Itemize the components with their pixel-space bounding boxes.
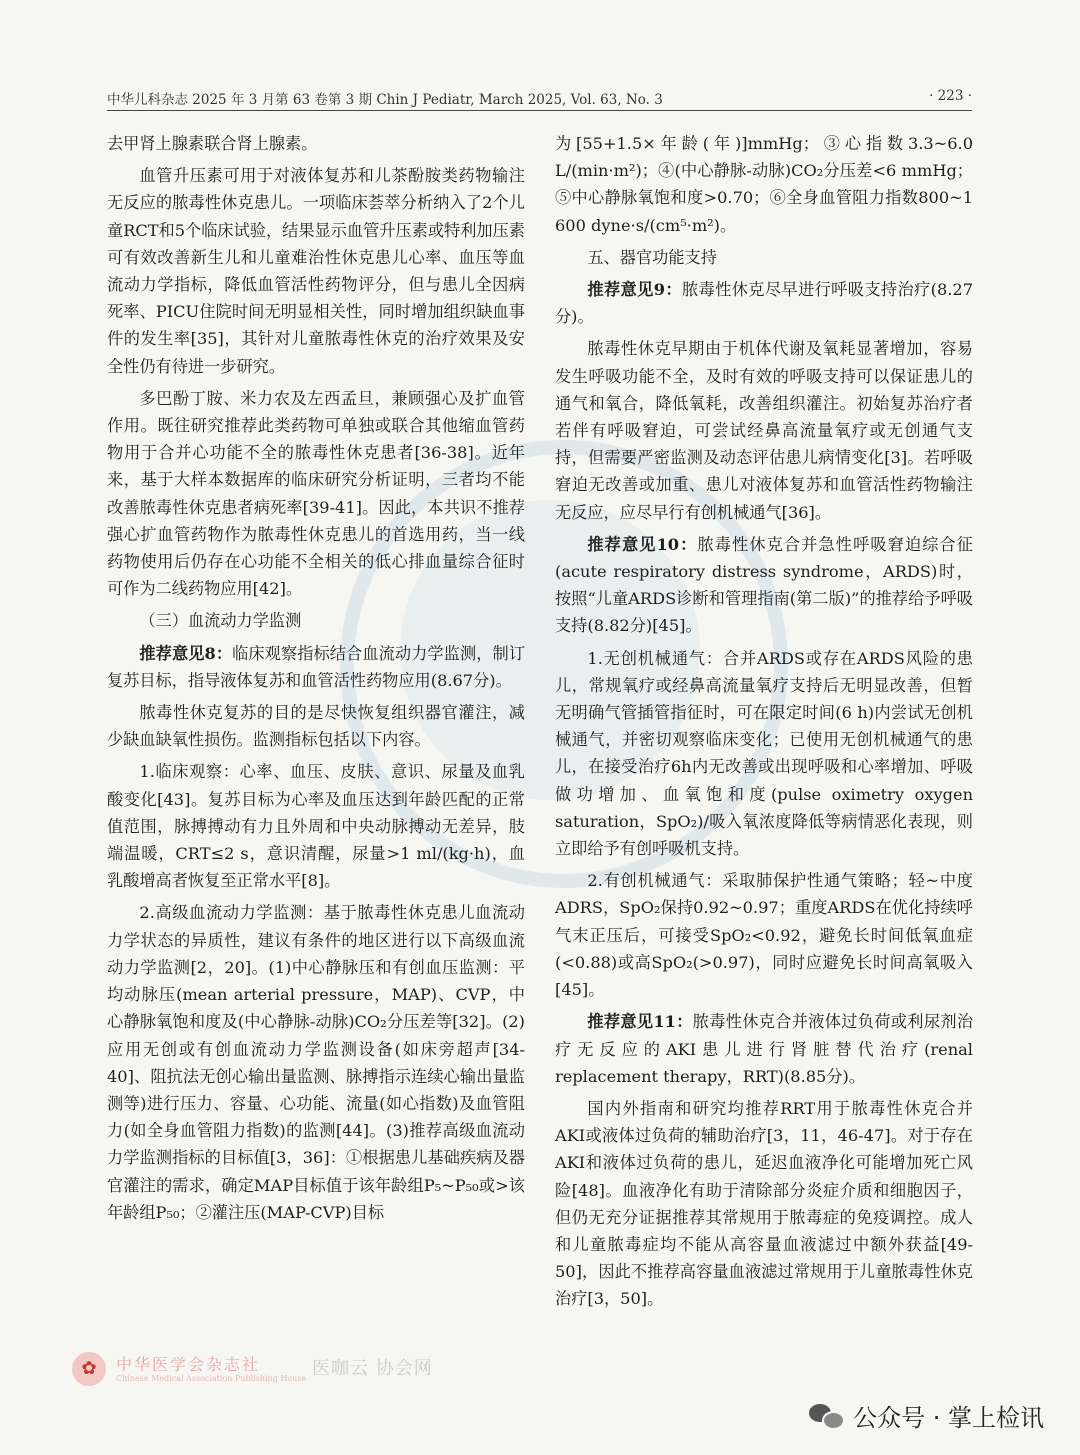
recommendation-text: 脓毒性休克合并急性呼吸窘迫综合征(acute respiratory distress syndrome，ARDS)时，按照“儿童ARDS诊断和管理指南(第二版)”的推荐给予呼吸支持(8.82分)[45]。	[555, 534, 973, 636]
recommendation-text: 脓毒性休克合并液体过负荷或利尿剂治疗无反应的AKI患儿进行肾脏替代治疗(renal replacement therapy，RRT)(8.85分)。	[555, 1012, 974, 1086]
running-header	[107, 88, 972, 108]
page-number: · 223 ·	[929, 88, 972, 104]
platform-watermark: 医咖云 协会网	[312, 1358, 433, 1379]
journal-citation: 中华儿科杂志 2025 年 3 月第 63 卷第 3 期 Chin J Pediatr, March 2025, Vol. 63, No. 3	[107, 92, 663, 108]
paragraph: 1.临床观察：心率、血压、皮肤、意识、尿量及血乳酸变化[43]。复苏目标为心率及血压达到年龄匹配的正常值范围，脉搏搏动有力且外周和中央动脉搏动无差异，肢端温暖，CRT≤2 s，意识清醒，尿量>1 ml/(kg·h)，血乳酸增高者恢复至正常水平[8]。	[107, 762, 525, 891]
paragraph: 脓毒性休克早期由于机体代谢及氧耗显著增加，容易发生呼吸功能不全，及时有效的呼吸支持可以保证患儿的通气和氧合，降低氧耗，改善组织灌注。初始复苏治疗者若伴有呼吸窘迫，可尝试经鼻高流量氧疗或无创通气支持，但需要严密监测及动态评估患儿病情变化[3]。若呼吸窘迫无改善或加重、患儿对液体复苏和血管活性药物输注无反应，应尽早行有创机械通气[36]。	[555, 339, 973, 522]
recommendation-text: 临床观察指标结合血流动力学监测，制订复苏目标，指导液体复苏和血管活性药物应用(8.67分)。	[107, 643, 526, 690]
recommendation-label: 推荐意见9：	[587, 280, 682, 300]
section-heading: 五、器官功能支持	[587, 247, 717, 267]
paragraph: 血管升压素可用于对液体复苏和儿茶酚胺类药物输注无反应的脓毒性休克患儿。一项临床荟萃分析纳入了2个儿童RCT和5个临床试验，结果显示血管升压素或特利加压素可有效改善新生儿和儿童难治性休克患儿心率、血压等血流动力学指标，降低血管活性药物评分，但与患儿全因病死率、PICU住院时间无明显相关性，同时增加组织缺血事件的发生率[35]，其针对儿童脓毒性休克的治疗效果及安全性仍有待进一步研究。	[107, 166, 525, 376]
recommendation-label: 推荐意见8：	[139, 643, 233, 663]
wechat-icon	[809, 1402, 843, 1428]
paragraph: 2.有创机械通气：采取肺保护性通气策略；轻~中度ADRS，SpO₂保持0.92~0.97；重度ARDS在优化持续呼气末正压后，可接受SpO₂<0.92，避免长时间低氧血症(<0.88)或高SpO₂(>0.97)，同时应避免长时间高氧吸入[45]。	[555, 871, 973, 1000]
paragraph: 1.无创机械通气：合并ARDS或存在ARDS风险的患儿，常规氧疗或经鼻高流量氧疗支持后无明显改善，但暂无明确气管插管指征时，可在限定时间(6 h)内尝试无创机械通气，并密切观察临床变化；已使用无创机械通气的患儿，在接受治疗6h内无改善或出现呼吸和心率增加、呼吸做功增加、血氧饱和度(pulse oximetry oxygen saturation，SpO₂)/吸入氧浓度降低等病情恶化表现，则立即给予有创呼吸机支持。	[555, 648, 973, 859]
publisher-logo	[72, 1352, 452, 1392]
recommendation-label: 推荐意见10：	[587, 534, 698, 554]
wechat-account-label: 公众号 · 掌上检讯	[853, 1403, 1044, 1432]
paragraph: 2.高级血流动力学监测：基于脓毒性休克患儿血流动力学状态的异质性，建议有条件的地区进行以下高级血流动力学监测[2，20]。(1)中心静脉压和有创血压监测：平均动脉压(mean arterial pressure，MAP)、CVP，中心静脉氧饱和度及(中心静脉-动脉)CO₂分压差等[32]。(2)应用无创或有创血流动力学监测设备(如床旁超声[34-40]、阻抗法无创心输出量监测、脉搏指示连续心输出量监测等)进行压力、容量、心功能、流量(如心指数)及血管阻力(如全身血管阻力指数)的监测[44]。(3)推荐高级血流动力学监测指标的目标值[3，36]：①根据患儿基础疾病及器官灌注的需求，确定MAP目标值于该年龄组P₅~P₅₀或>该年龄组P₅₀；②灌注压(MAP-CVP)目标	[107, 903, 525, 1222]
publisher-name: 中华医学会杂志社	[116, 1355, 261, 1374]
right-column	[555, 130, 973, 1318]
paragraph: 国内外指南和研究均推荐RRT用于脓毒性休克合并AKI或液体过负荷的辅助治疗[3，11，46-47]。对于存在AKI和液体过负荷的患儿，延迟血液净化可能增加死亡风险[48]。血液净化有助于清除部分炎症介质和细胞因子，但仍无充分证据推荐其常规用于脓毒症的免疫调控。成人和儿童脓毒症均不能从高容量血液滤过中额外获益[49-50]，因此不推荐高容量血液滤过常规用于儿童脓毒性休克治疗[3，50]。	[555, 1098, 973, 1309]
section-heading: （三）血流动力学监测	[139, 611, 302, 631]
recommendation-text: 脓毒性休克尽早进行呼吸支持治疗(8.27分)。	[555, 280, 974, 327]
paragraph: 多巴酚丁胺、米力农及左西孟旦，兼顾强心及扩血管作用。既往研究推荐此类药物可单独或联合其他缩血管药物用于合并心功能不全的脓毒性休克患者[36-38]。近年来，基于大样本数据库的临床研究分析证明，三者均不能改善脓毒性休克患者病死率[39-41]。因此，本共识不推荐强心扩血管药物作为脓毒性休克患儿的首选用药，当一线药物使用后仍存在心功能不全相关的低心排血量综合征时可作为二线药物应用[42]。	[107, 388, 525, 599]
publisher-stamp-icon: ✿	[72, 1352, 106, 1386]
paragraph: 去甲肾上腺素联合肾上腺素。	[107, 134, 318, 153]
wechat-account-tag[interactable]	[809, 1397, 1044, 1433]
recommendation-9	[555, 276, 973, 330]
recommendation-11	[555, 1008, 973, 1090]
header-rule	[107, 110, 972, 111]
recommendation-label: 推荐意见11：	[587, 1012, 693, 1032]
paragraph: 脓毒性休克复苏的目的是尽快恢复组织器官灌注，减少缺血缺氧性损伤。监测指标包括以下内容。	[107, 703, 525, 750]
paragraph: 为[55+1.5×年龄(年)]mmHg；③心指数3.3~6.0 L/(min·m²)；④(中心静脉-动脉)CO₂分压差<6 mmHg；⑤中心静脉氧饱和度>0.70；⑥全身血管阻力指数800~1 600 dyne·s/(cm⁵·m²)。	[555, 134, 973, 235]
recommendation-10	[555, 531, 973, 640]
recommendation-8	[107, 640, 525, 694]
left-column	[107, 130, 525, 1231]
publisher-name-en: Chinese Medical Association Publishing House	[116, 1374, 307, 1383]
